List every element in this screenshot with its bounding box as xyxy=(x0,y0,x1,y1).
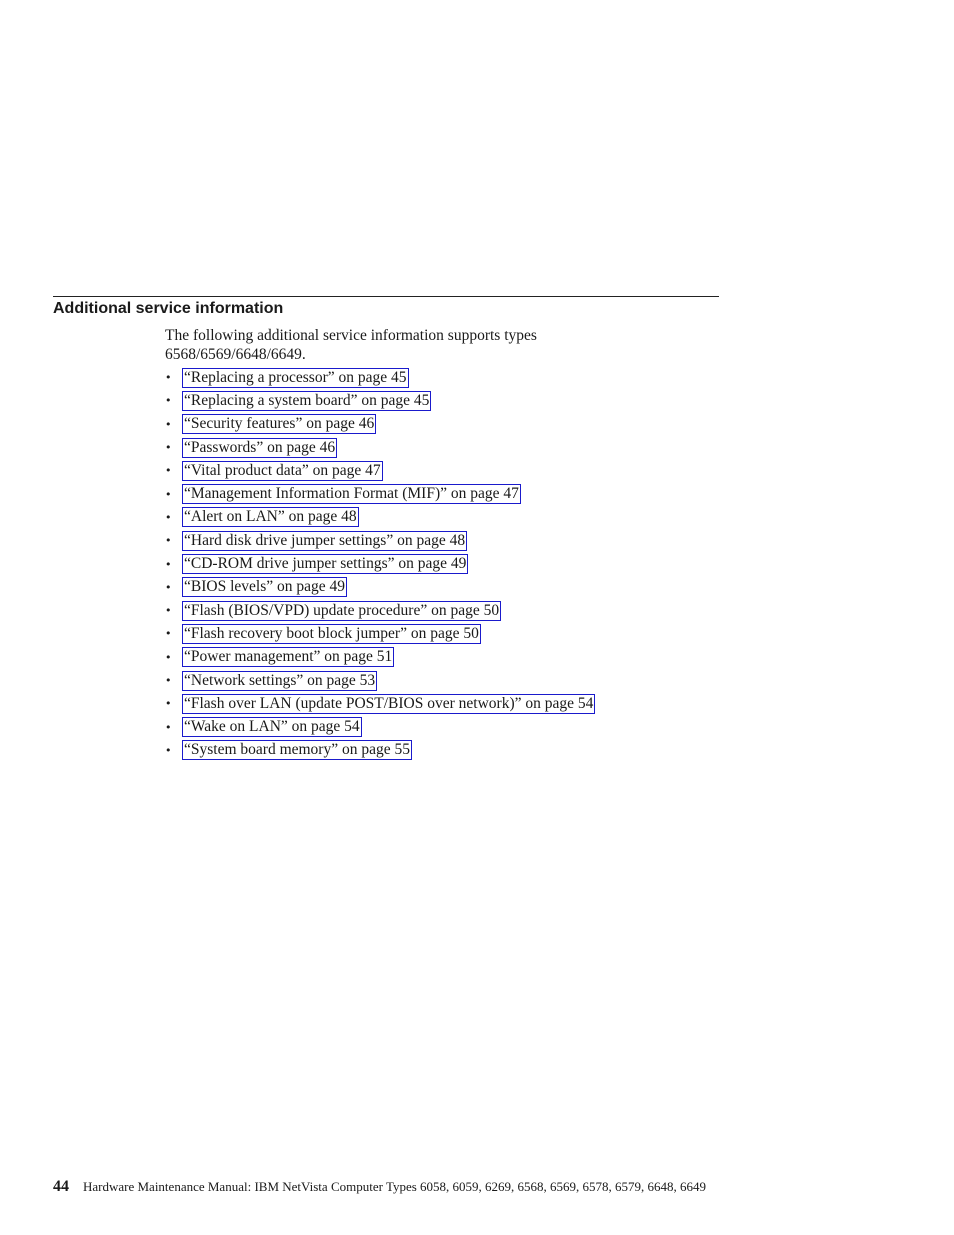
cross-reference-link[interactable]: “BIOS levels” on page 49 xyxy=(184,578,345,596)
bullet-icon: • xyxy=(165,743,172,757)
bullet-icon: • xyxy=(165,650,172,664)
bullet-icon: • xyxy=(165,371,172,385)
bullet-icon: • xyxy=(165,604,172,618)
cross-reference-link[interactable]: “Replacing a processor” on page 45 xyxy=(184,368,407,386)
list-item xyxy=(165,366,595,389)
list-item xyxy=(165,389,595,412)
list-item xyxy=(165,482,595,505)
bullet-icon: • xyxy=(165,510,172,524)
list-item xyxy=(165,506,595,529)
page-footer xyxy=(53,1176,723,1198)
list-item xyxy=(165,599,595,622)
cross-reference-link[interactable]: “System board memory” on page 55 xyxy=(184,741,410,759)
list-item xyxy=(165,576,595,599)
cross-reference-link[interactable]: “Hard disk drive jumper settings” on page 48 xyxy=(184,531,466,549)
list-item xyxy=(165,715,595,738)
page-number: 44 xyxy=(53,1178,69,1195)
bullet-icon: • xyxy=(165,720,172,734)
list-item xyxy=(165,552,595,575)
section-heading: Additional service information xyxy=(53,300,284,317)
bullet-icon: • xyxy=(165,557,172,571)
cross-reference-list xyxy=(165,366,595,762)
cross-reference-link[interactable]: “Flash (BIOS/VPD) update procedure” on page 50 xyxy=(184,601,500,619)
bullet-icon: • xyxy=(165,417,172,431)
cross-reference-link[interactable]: “Flash over LAN (update POST/BIOS over network)” on page 54 xyxy=(184,694,594,712)
cross-reference-link[interactable]: “Security features” on page 46 xyxy=(184,415,375,433)
bullet-icon: • xyxy=(165,534,172,548)
list-item xyxy=(165,529,595,552)
footer-manual-title: Hardware Maintenance Manual: IBM NetVista Computer Types 6058, 6059, 6269, 6568, 6569, 6578, 6579, 6648, 6649 xyxy=(83,1179,707,1194)
cross-reference-link[interactable]: “Replacing a system board” on page 45 xyxy=(184,391,430,409)
cross-reference-link[interactable]: “Passwords” on page 46 xyxy=(184,438,336,456)
list-item xyxy=(165,669,595,692)
bullet-icon: • xyxy=(165,627,172,641)
list-item xyxy=(165,459,595,482)
bullet-icon: • xyxy=(165,464,172,478)
cross-reference-link[interactable]: “Management Information Format (MIF)” on page 47 xyxy=(184,485,519,503)
list-item xyxy=(165,436,595,459)
cross-reference-link[interactable]: “Network settings” on page 53 xyxy=(184,671,376,689)
cross-reference-link[interactable]: “Vital product data” on page 47 xyxy=(184,461,381,479)
list-item xyxy=(165,739,595,762)
bullet-icon: • xyxy=(165,394,172,408)
list-item xyxy=(165,646,595,669)
bullet-icon: • xyxy=(165,674,172,687)
bullet-icon: • xyxy=(165,487,172,501)
cross-reference-link[interactable]: “CD-ROM drive jumper settings” on page 49 xyxy=(184,555,467,573)
cross-reference-link[interactable]: “Wake on LAN” on page 54 xyxy=(184,718,360,736)
bullet-icon: • xyxy=(165,441,172,455)
bullet-icon: • xyxy=(165,697,172,711)
cross-reference-link[interactable]: “Flash recovery boot block jumper” on page 50 xyxy=(184,624,479,642)
list-item xyxy=(165,692,595,715)
list-item xyxy=(165,413,595,436)
cross-reference-link[interactable]: “Power management” on page 51 xyxy=(184,648,393,666)
intro-paragraph: The following additional service information supports types 6568/6569/6648/6649. xyxy=(165,327,537,363)
list-item xyxy=(165,622,595,645)
section-divider xyxy=(53,296,719,297)
cross-reference-link[interactable]: “Alert on LAN” on page 48 xyxy=(184,508,357,526)
bullet-icon: • xyxy=(165,580,172,594)
